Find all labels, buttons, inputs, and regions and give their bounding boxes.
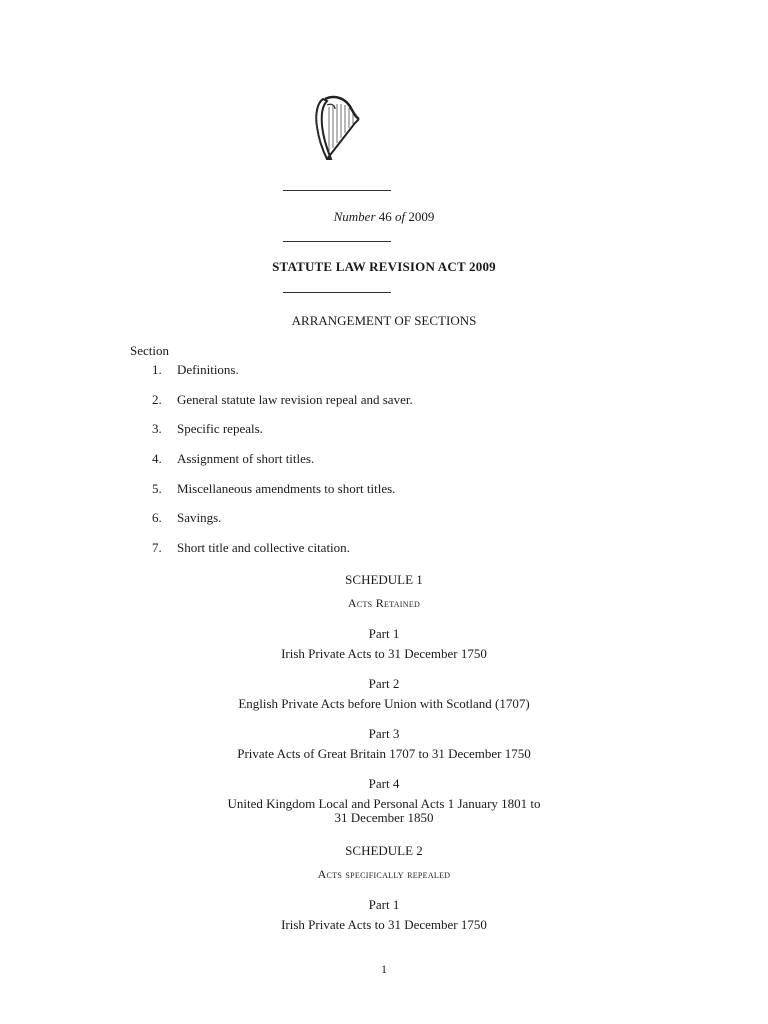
section-number: 6.: [152, 510, 162, 526]
divider-rule: [283, 292, 391, 293]
number-value: 46: [378, 209, 392, 224]
section-number: 4.: [152, 451, 162, 467]
section-title: General statute law revision repeal and saver.: [177, 391, 413, 407]
act-number-line: [0, 209, 768, 225]
section-column-label: Section: [130, 343, 169, 358]
section-title: Savings.: [177, 510, 222, 526]
part-title: Irish Private Acts to 31 December 1750: [281, 646, 487, 661]
part-label: Part 2: [368, 676, 400, 691]
section-title: Specific repeals.: [177, 421, 263, 437]
part-title: Irish Private Acts to 31 December 1750: [281, 917, 487, 932]
number-year: 2009: [408, 209, 435, 224]
section-number: 1.: [152, 362, 162, 377]
section-title: Assignment of short titles.: [177, 451, 315, 467]
divider-rule: [283, 190, 391, 191]
part-title: Private Acts of Great Britain 1707 to 31 December 1750: [237, 746, 531, 761]
part-label: Part 1: [368, 626, 400, 641]
schedule-2-heading: SCHEDULE 2: [345, 843, 423, 858]
harp-emblem-icon: [309, 93, 363, 165]
section-title: Miscellaneous amendments to short titles.: [177, 480, 396, 496]
part-title-line-2: 31 December 1850: [334, 810, 434, 825]
section-title: Short title and collective citation.: [177, 540, 350, 556]
part-label: Part 1: [368, 897, 400, 912]
section-number: 3.: [152, 421, 162, 437]
schedule-1-subheading: Acts Retained: [347, 596, 421, 610]
part-title-line-1: United Kingdom Local and Personal Acts 1 January 1801 to: [227, 796, 541, 811]
number-prefix: Number: [333, 209, 376, 224]
schedule-2-subheading: Acts specifically repealed: [317, 867, 451, 881]
act-title: STATUTE LAW REVISION ACT 2009: [272, 259, 496, 274]
section-number: 5.: [152, 480, 162, 496]
part-title: English Private Acts before Union with Scotland (1707): [238, 696, 530, 711]
section-number: 7.: [152, 540, 162, 556]
number-of: of: [395, 209, 406, 224]
section-title: Definitions.: [177, 362, 239, 377]
divider-rule: [283, 241, 391, 242]
part-label: Part 4: [368, 776, 400, 791]
page-number: 1: [381, 962, 387, 976]
section-number: 2.: [152, 391, 162, 407]
schedule-1-heading: SCHEDULE 1: [345, 572, 423, 587]
arrangement-heading: ARRANGEMENT OF SECTIONS: [291, 313, 477, 328]
part-label: Part 3: [368, 726, 400, 741]
